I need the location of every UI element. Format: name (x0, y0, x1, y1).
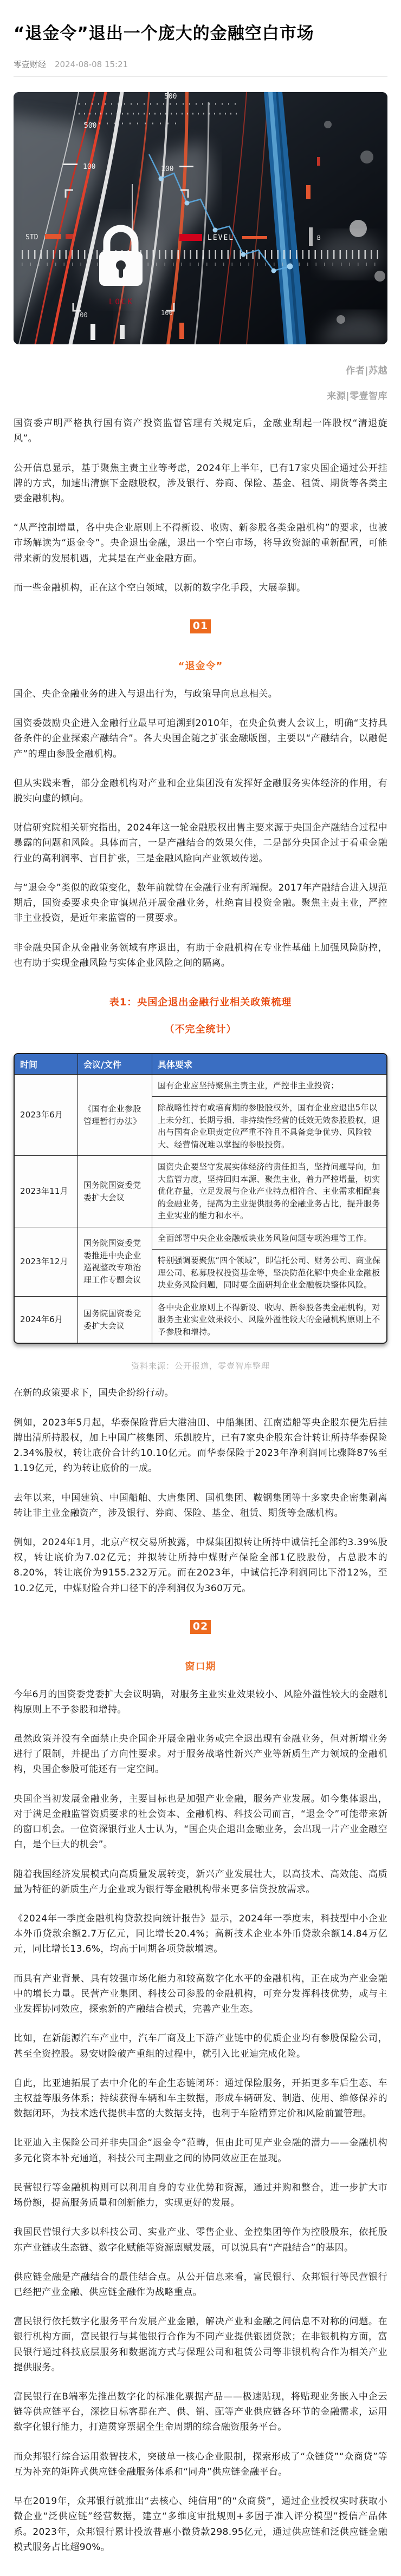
paragraph: 财信研究院相关研究指出，2024年这一轮金融股权出售主要来源于央国企产融结合过程中暴露的问题和风险。具体而言，一是产融结合的效果欠佳，二是部分央国企过于看重金融行业的高利润率、盲目扩张，三是金融风险向产业领域传递。 (14, 822, 387, 864)
policy-requirement: 特别强调要聚焦“四个领域”，即信托公司、财务公司、商业保理公司、私募股权投资基金等，坚决防范化解中央企业金融板块业务风险问题，同时要全面研判企业金融板块整体风险。 (152, 1250, 387, 1297)
paragraph: 在新的政策要求下，国央企纷纷行动。 (14, 1388, 174, 1399)
paragraph: 富民银行依托数字化服务平台发展产业金融，解决产业和金融之间信息不对称的问题。在银行机构方面，富民银行与其他银行合作为不同产业提供银团贷款；在非银机构方面，富民银行通过科技底层服务和数据流方式与保理公司和租赁公司等非银机构合作为相关产业提供服务。 (14, 2316, 387, 2373)
section-number-badge: 01 (190, 619, 211, 633)
paragraph: 非金融央国企从金融业务领域有序退出，有助于金融机构在专业性基础上加强风险防控，也有助于实现金融风险与实体企业风险之间的隔离。 (14, 942, 387, 969)
header-divider (14, 76, 387, 77)
paragraph: 例如，2023年5月起，华泰保险背后大港油田、中船集团、江南造船等央企股东便先后挂牌出清所持股权，加上中国广核集团、乐凯胶片，已有7家央企股东合计转让所持华泰保险2.34%股权，转让底价合计约10.10亿元。而华泰保险于2023年净利润同比骤降87%至1.19亿元，约为转让底价的一成。 (14, 1417, 387, 1474)
paragraph: 自此，比亚迪拓展了去中介化的车企生态链闭环：通过保险服务，开拓更多车后生态、车主权益等服务体系；持续获得车辆和车主数据，形成车辆研发、制造、使用、维修保养的数据闭环，为技术迭代提供丰富的大数据支持，也利于车险精算定价和风险前置管理。 (14, 2077, 387, 2120)
page-title: “退金令”退出一个庞大的金融空白市场 (14, 23, 314, 43)
policy-row (15, 1296, 386, 1343)
paragraph: 比亚迪入主保险公司并非央国企“退金令”范畴，但由此可见产业金融的潜力——金融机构多元化资本补充通道，科技公司主副业之间的协同效应正在显现。 (14, 2137, 387, 2164)
paragraph: 而具有产业背景、具有较强市场化能力和较高数字化水平的金融机构，正在成为产业金融中的增长力量。民营产业集团、科技公司参股的金融机构，可充分发挥科技优势，或与主业发挥协同效应，探索新的产融结合模式，完善产业生态。 (14, 1973, 387, 2015)
policy-row (15, 1156, 386, 1227)
paragraph: 今年6月的国资委党委扩大会议明确，对服务主业实业效果较小、风险外溢性较大的金融机构原则上不予参股和增持。 (14, 1689, 387, 1715)
svg-text:B: B (317, 234, 321, 242)
svg-text:500: 500 (84, 122, 97, 130)
paragraph: 我国民营银行大多以科技公司、实业产业、零售企业、金控集团等作为控股股东，依托股东产业链或生态链、数字化赋能等资源禀赋发展，可以说具有“产融结合”的基因。 (14, 2227, 387, 2253)
paragraph: 随着我国经济发展模式向高质量发展转变，新兴产业发展壮大，以高技术、高效能、高质量为特征的新质生产力企业或为银行等金融机构带来更多信贷投放需求。 (14, 1868, 387, 1895)
hero-illustration (14, 92, 387, 344)
paragraph: 央国企当初发展金融业务，主要目标也是加强产业金融，服务产业发展。如今集体退出，对于满足金融监管资质要求的社会资本、金融机构、科技公司而言，“退金令”可能带来新的窗口机会。一位资深银行业人士认为，“国企央企退出金融业务，会出现一片产业金融空白，是个巨大的机会”。 (14, 1793, 387, 1851)
policy-doc: 国务院国资委党委扩大会议 (78, 1296, 152, 1343)
source-line: 来源|零壹智库 (327, 391, 387, 402)
article-meta (14, 58, 387, 70)
policy-requirement: 国资央企要坚守发展实体经济的责任担当，坚持问题导向，加大监管力度，坚持回归本源、聚焦主业，着力严控增量，切实优化存量，立足发展与企业产业特点相符合、主业需求相配套的金融业务，提高为主业提供服务的金融业务占比，提升服务主业实业的能力和水平。 (152, 1156, 387, 1227)
paragraph: 国企、央企金融业务的进入与退出行为，与政策导向息息相关。 (14, 688, 278, 699)
policy-requirement: 国有企业应坚持聚焦主责主业，严控非主业投资； (152, 1074, 387, 1097)
table-source-caption: 资料来源：公开报道，零壹智库整理 (131, 1361, 270, 1371)
author-line: 作者|苏越 (346, 365, 387, 377)
policy-requirement: 除战略性持有或培育期的参股股权外，国有企业应退出5年以上未分红、长期亏损、非持续性经营的低效无效参股股权，退出与国有企业职责定位严重不符且不具备竞争优势、风险较大、经营情况难以掌握的参股投资。 (152, 1097, 387, 1156)
policy-doc: 国务院国资委党委扩大会议 (78, 1156, 152, 1227)
table-subtitle: （不完全统计） (164, 1023, 237, 1035)
paragraph: 例如，2024年1月，北京产权交易所披露，中煤集团拟转让所持中诚信托全部约3.39%股权，转让底价为7.02亿元；并拟转让所持中煤财产保险全部1亿股股份，占总股本的8.20%，转让底价为9155.232万元。而在2023年，中诚信托净利润同比下滑12%，至10.2亿元，中煤财险合并口径下的净利润仅为360万元。 (14, 1537, 387, 1594)
hero-image (14, 92, 387, 344)
svg-text:100: 100 (76, 311, 88, 319)
policy-row (15, 1074, 386, 1097)
paragraph: 去年以来，中国建筑、中国船舶、大唐集团、国机集团、鞍钢集团等十多家央企密集剥离转让非主业金融资产，涉及银行、券商、保险、基金、租赁、期货等金融机构。 (14, 1492, 387, 1519)
column-header-time: 时间 (15, 1054, 78, 1075)
policy-doc: 国务院国资委党委推进中央企业巡视整改专项治理工作专题会议 (78, 1227, 152, 1296)
policy-time: 2023年6月 (15, 1074, 78, 1156)
svg-text:100: 100 (161, 309, 173, 317)
svg-text:STD: STD (25, 233, 38, 242)
policy-table (14, 1053, 387, 1344)
article-page (0, 11, 401, 2569)
paragraph: 而众邦银行综合运用数智技术，突破单一核心企业限制，探索形成了“众链贷”“众商贷”等互为补充的矩阵式供应链金融服务体系和“同舟”供应链金融平台。 (14, 2451, 387, 2477)
section-title: “退金令” (178, 660, 223, 672)
publish-time: 2024-08-08 15:21 (55, 60, 128, 70)
policy-row (15, 1227, 386, 1250)
paragraph: 国资委鼓励央企进入金融行业最早可追溯到2010年，在央企负责人会议上，明确“支持具备条件的企业探索产融结合”。各大央国企随之扩张金融版图，主要以“产融结合，以融促产”的理由参股金融机构。 (14, 718, 387, 760)
policy-time: 2023年11月 (15, 1156, 78, 1227)
svg-text:100: 100 (161, 165, 174, 174)
paragraph: 早在2019年，众邦银行就推出“去核心、纯信用”的“众商贷”，通过企业授权实时获取小微企业“泛供应链”经营数据，建立“多维度审批规则+多因子准入评分模型”授信产品体系。2023年，众邦银行累计投放普惠小微贷款298.95亿元，通过供应链和泛供应链金融模式服务占比超90%。 (14, 2496, 387, 2553)
paragraph: 民营银行等金融机构则可以利用自身的专业优势和资源，通过并购和整合，进一步扩大市场份额，提高服务质量和创新能力，实现更好的发展。 (14, 2182, 387, 2209)
svg-text:LOCK: LOCK (109, 298, 134, 307)
section-number-badge: 02 (190, 1620, 211, 1634)
paragraph: 国资委声明严格执行国有资产投资监督管理有关规定后，金融业刮起一阵股权“清退旋风”。 (14, 418, 387, 444)
policy-time: 2024年6月 (15, 1296, 78, 1343)
svg-text:500: 500 (164, 93, 177, 101)
account-name[interactable]: 零壹财经 (14, 60, 47, 70)
paragraph: “从严控制增量，各中央企业原则上不得新设、收购、新参股各类金融机构”的要求，也被市场解读为“退金令”。央企退出金融，退出一个空白市场，将导致资源的重新配置，可能带来新的发展机遇，尤其是在产业金融方面。 (14, 522, 387, 564)
policy-time: 2023年12月 (15, 1227, 78, 1296)
paragraph: 但从实践来看，部分金融机构对产业和企业集团没有发挥好金融服务实体经济的作用，有脱实向虚的倾向。 (14, 777, 387, 804)
policy-requirement: 全面部署中央企业金融板块业务风险问题专项治理等工作。 (152, 1227, 387, 1250)
policy-doc: 《国有企业参股管理暂行办法》 (78, 1074, 152, 1156)
paragraph: 虽然政策并没有全面禁止央企国企开展金融业务或完全退出现有金融业务，但对新增业务进行了限制，并提出了方向性要求。对于服务战略性新兴产业等新质生产力领域的金融机构，央国企参股可能还有一定空间。 (14, 1734, 387, 1775)
svg-text:LEVEL: LEVEL (208, 234, 235, 243)
paragraph: 而一些金融机构，正在这个空白领域，以新的数字化手段，大展拳脚。 (14, 582, 306, 593)
paragraph: 比如，在新能源汽车产业中，汽车厂商及上下游产业链中的优质企业均有参股保险公司，甚至全资控股。易安财险破产重组的过程中，就引入比亚迪完成化险。 (14, 2033, 387, 2060)
section-title: 窗口期 (185, 1660, 216, 1672)
column-header-doc: 会议/文件 (78, 1054, 152, 1075)
paragraph: 公开信息显示，基于聚焦主责主业等考虑，2024年上半年，已有17家央国企通过公开挂牌的方式，加速出清旗下金融股权，涉及银行、券商、保险、基金、租赁、期货等各类主要金融机构。 (14, 462, 387, 505)
column-header-req: 具体要求 (152, 1054, 387, 1075)
bottom-whitespace (14, 2555, 387, 2569)
paragraph: 与“退金令”类似的政策变化，数年前就曾在金融行业有所端倪。2017年产融结合进入规范期后，国资委要求央企审慎规范开展金融业务，杜绝盲目投资金融。聚焦主责主业，严控非主业投资，是近年来监管的一贯要求。 (14, 882, 387, 924)
table-title: 表1：央国企退出金融行业相关政策梳理 (109, 996, 292, 1008)
table-header-row (15, 1054, 386, 1075)
svg-text:100: 100 (83, 163, 96, 172)
paragraph: 供应链金融是产融结合的最佳结合点。从公开信息来看，富民银行、众邦银行等民营银行已经把产业金融、供应链金融作为战略重点。 (14, 2271, 387, 2298)
policy-requirement: 各中央企业原则上不得新设、收购、新参股各类金融机构，对服务主业实业效果较小、风险外溢性较大的金融机构原则上不予参股和增持。 (152, 1296, 387, 1343)
paragraph: 富民银行在B端率先推出数字化的标准化票据产品——极速贴现，将贴现业务嵌入中企云链等供应链平台，深挖目标客群在产、供、销、配等产业供应链各环节的金融需求，运用数字化银行能力，打造贯穿票据全生命周期的综合融资服务平台。 (14, 2391, 387, 2433)
paragraph: 《2024年一季度金融机构贷款投向统计报告》显示，2024年一季度末，科技型中小企业本外币贷款余额2.7万亿元，同比增长20.4%；高新技术企业本外币贷款余额14.84万亿元，同比增长13.6%，均高于同期各项贷款增速。 (14, 1913, 387, 1955)
